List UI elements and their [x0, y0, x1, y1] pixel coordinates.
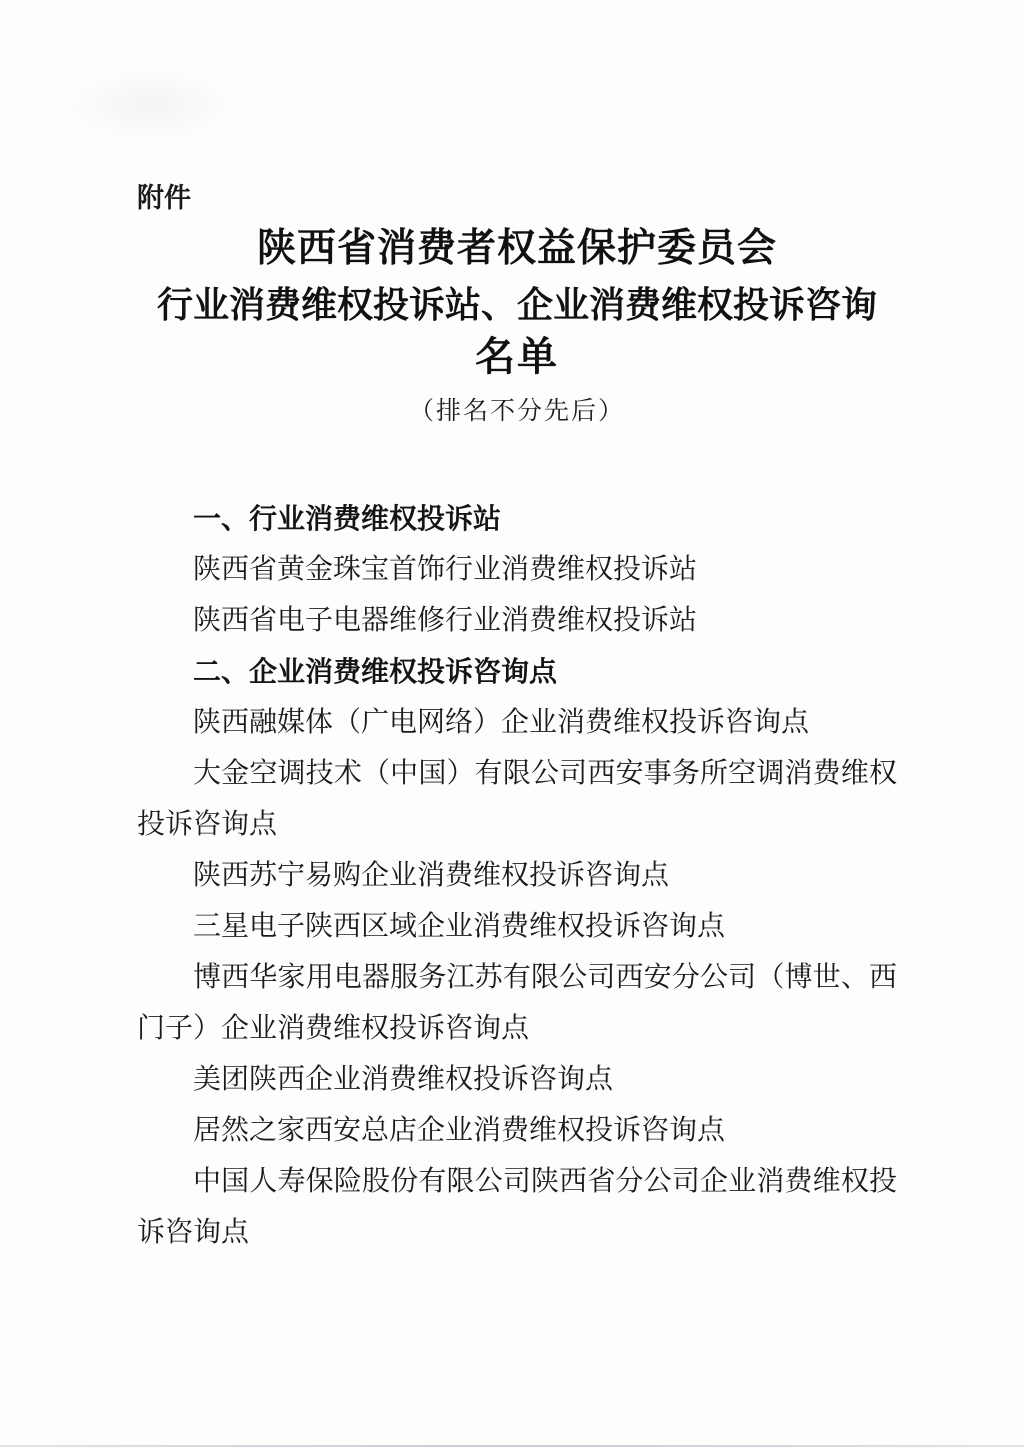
section-2-item: 中国人寿保险股份有限公司陕西省分公司企业消费维权投诉咨询点 [137, 1166, 897, 1248]
section-2-item: 美团陕西企业消费维权投诉咨询点 [193, 1064, 614, 1095]
section-2-heading: 二、企业消费维权投诉咨询点 [193, 656, 558, 687]
section-1-item: 陕西省电子电器维修行业消费维权投诉站 [193, 605, 698, 636]
title-line-3: 名单 [475, 335, 559, 379]
section-2-item: 三星电子陕西区域企业消费维权投诉咨询点 [193, 911, 726, 942]
document-title [137, 225, 897, 381]
document-content [137, 183, 897, 1258]
document-body [137, 493, 897, 1258]
attachment-label: 附件 [137, 183, 191, 213]
title-line-2: 行业消费维权投诉站、企业消费维权投诉咨询 [156, 284, 877, 325]
scan-smudge [70, 70, 230, 140]
title-line-1: 陕西省消费者权益保护委员会 [256, 227, 777, 270]
section-1-item: 陕西省黄金珠宝首饰行业消费维权投诉站 [193, 554, 698, 585]
section-2-item: 陕西苏宁易购企业消费维权投诉咨询点 [193, 860, 670, 891]
section-2-item: 陕西融媒体（广电网络）企业消费维权投诉咨询点 [193, 707, 810, 738]
scan-edge-artifact [0, 1445, 1024, 1447]
section-2-item: 博西华家用电器服务江苏有限公司西安分公司（博世、西门子）企业消费维权投诉咨询点 [137, 962, 897, 1044]
section-2-item: 居然之家西安总店企业消费维权投诉咨询点 [193, 1115, 726, 1146]
document-subtitle: （排名不分先后） [408, 398, 625, 425]
section-2-item: 大金空调技术（中国）有限公司西安事务所空调消费维权投诉咨询点 [137, 758, 897, 840]
section-1-heading: 一、行业消费维权投诉站 [193, 503, 502, 534]
